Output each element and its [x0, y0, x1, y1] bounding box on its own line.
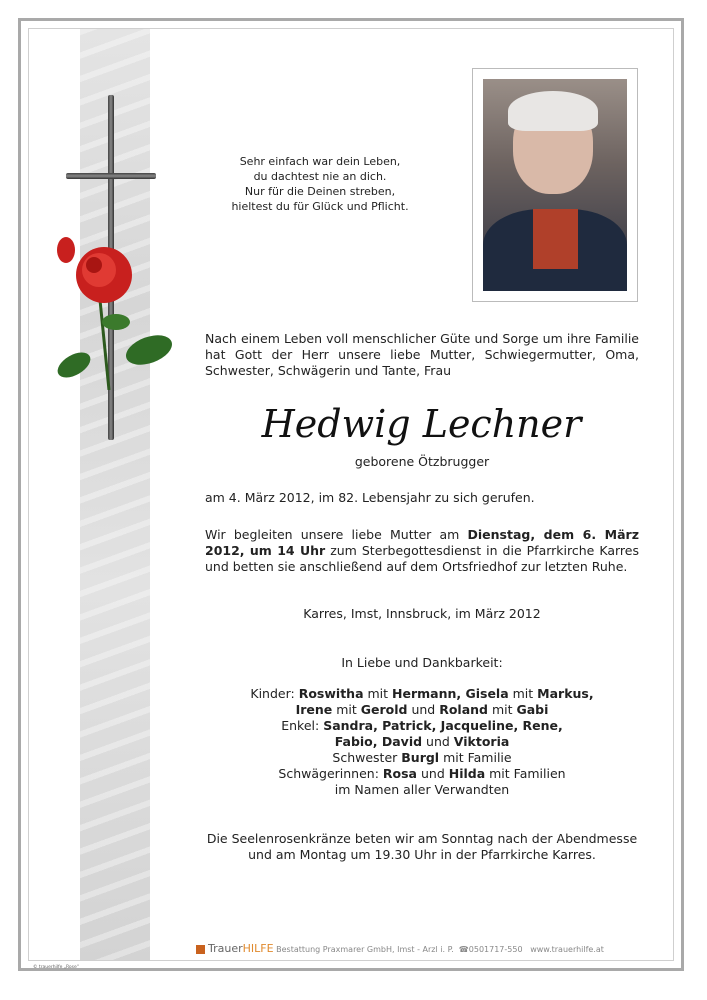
mourner-text: und: [417, 766, 449, 781]
mourner-text: Kinder:: [250, 686, 299, 701]
mourner-line: [205, 718, 639, 734]
mourner-name: Irene: [295, 702, 333, 717]
mourner-text: mit: [508, 686, 538, 701]
mourner-text: mit Familien: [485, 766, 566, 781]
poem-line: Nur für die Deinen streben,: [244, 185, 396, 198]
mourner-line: [205, 782, 639, 798]
rose-icon: [44, 230, 174, 390]
poem-line: hieltest du für Glück und Pflicht.: [231, 200, 409, 213]
mourner-text: mit: [363, 686, 392, 701]
rosary-line: und am Montag um 19.30 Uhr in der Pfarrkirche Karres.: [248, 847, 596, 862]
footer-url[interactable]: www.trauerhilfe.at: [530, 945, 604, 954]
closing: In Liebe und Dankbarkeit:: [341, 655, 503, 670]
funeral-post: zum Sterbegottesdienst in die Pfarrkirche Karres und betten sie anschließend auf dem Ortsfriedhof zur letzten Ruhe.: [205, 543, 639, 574]
funeral-date: Dienstag, dem 6. März 2012, um 14 Uhr: [205, 527, 639, 558]
mourner-name: Gabi: [516, 702, 549, 717]
mourner-text: Schwester: [332, 750, 402, 765]
mourner-name: Sandra, Patrick, Jacqueline, Rene,: [323, 718, 563, 733]
copyright: © trauerhilfe „Rose“: [33, 965, 80, 970]
portrait-frame: [472, 68, 638, 302]
footer-company: Bestattung Praxmarer GmbH, Imst - Arzl i. P.: [276, 945, 454, 954]
mourner-text: im Namen aller Verwandten: [334, 782, 510, 797]
cross-bar: [66, 173, 156, 179]
mourner-name: Markus,: [537, 686, 594, 701]
mourner-text: und: [407, 702, 440, 717]
mourner-line: [205, 734, 639, 750]
mourner-name: Hilda: [448, 766, 486, 781]
mourner-line: [205, 702, 639, 718]
poem-line: du dachtest nie an dich.: [253, 170, 387, 183]
maiden-name: geborene Ötzbrugger: [354, 454, 490, 469]
mourner-name: Roland: [439, 702, 488, 717]
mourner-name: Rosa: [382, 766, 417, 781]
mourner-name: Roswitha: [298, 686, 364, 701]
rosary-text: [205, 831, 639, 863]
mourners-list: [205, 686, 639, 798]
poem: [210, 154, 430, 214]
mourner-name: Hermann, Gisela: [392, 686, 509, 701]
funeral-text: [205, 527, 639, 575]
deceased-name: Hedwig Lechner: [261, 402, 582, 446]
rosary-line: Die Seelenrosenkränze beten wir am Sonntag nach der Abendmesse: [206, 831, 638, 846]
brand-1: Trauer: [208, 942, 243, 955]
decorative-band: [80, 29, 150, 960]
mourner-text: Enkel:: [281, 718, 324, 733]
mourner-text: mit Familie: [439, 750, 512, 765]
portrait-photo: [483, 79, 627, 291]
mourner-text: Schwägerinnen:: [278, 766, 383, 781]
mourner-name: Fabio, David: [334, 734, 423, 749]
mourner-text: mit: [332, 702, 361, 717]
place-date: Karres, Imst, Innsbruck, im März 2012: [303, 606, 541, 621]
mourner-name: Burgl: [401, 750, 440, 765]
footer-phone: ☎0501717-550: [458, 945, 523, 954]
brand-2: HILFE: [242, 942, 274, 955]
mourner-line: [205, 750, 639, 766]
mourner-line: [205, 766, 639, 782]
mourner-name: Viktoria: [453, 734, 510, 749]
footer: [196, 942, 604, 955]
mourner-name: Gerold: [360, 702, 408, 717]
poem-line: Sehr einfach war dein Leben,: [239, 155, 401, 168]
funeral-pre: Wir begleiten unsere liebe Mutter am: [205, 527, 468, 542]
mourner-line: [205, 686, 639, 702]
mourner-text: und: [422, 734, 454, 749]
logo-icon: [196, 945, 205, 954]
death-text: am 4. März 2012, im 82. Lebensjahr zu sich gerufen.: [205, 490, 535, 505]
mourner-text: mit: [487, 702, 517, 717]
intro-text: Nach einem Leben voll menschlicher Güte und Sorge um ihre Familie hat Gott der Herr unsere liebe Mutter, Schwiegermutter, Oma, Schwester, Schwägerin und Tante, Frau: [205, 331, 639, 378]
